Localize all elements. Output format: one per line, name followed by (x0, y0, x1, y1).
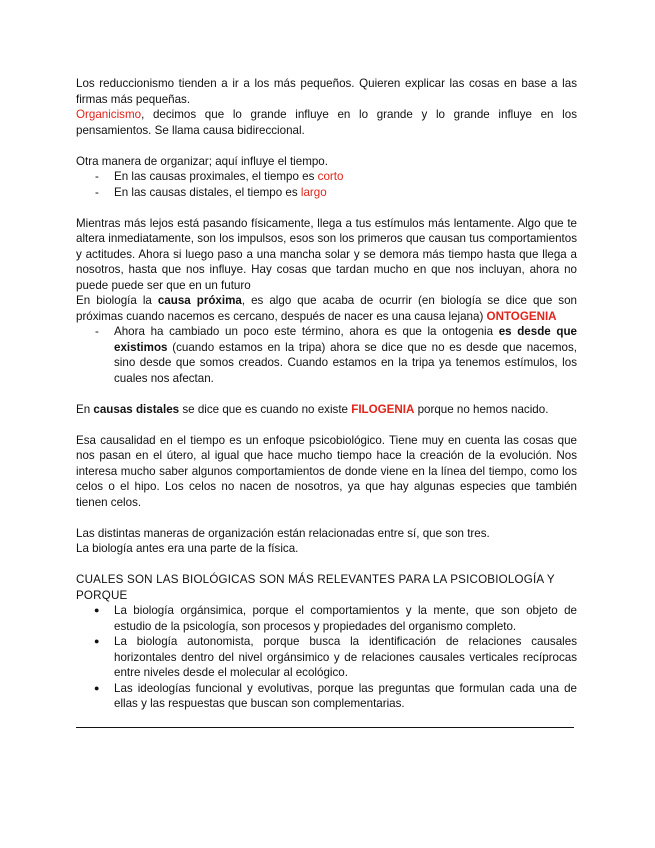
highlight-corto: corto (317, 170, 344, 183)
list-item: - Ahora ha cambiado un poco este término, ahora es que la ontogenia es desde que existimos (cuando estamos en la tripa) ahora se dice que no es desde que nacemos, sino desde que somos creados. Cuando estamos en la tripa ya tenemos estímulos, los cuales nos afectan. (76, 324, 577, 386)
organicismo-text: , decimos que lo grande influye en lo grande y lo grande influye en los pensamientos. Se llama causa bidireccional. (76, 108, 577, 137)
term-causa-proxima: causa próxima (157, 294, 242, 307)
document-body (76, 76, 577, 728)
paragraph-fisica: La biología antes era una parte de la física. (76, 542, 299, 555)
paragraph-causa-proxima: En biología la causa próxima, es algo que acaba de ocurrir (en biología se dice que son próximas cuando nacemos es cercano, después de nacer es una causa lejana) ONTOGENIA (76, 294, 577, 323)
paragraph-estimulos: Mientras más lejos está pasando físicamente, llega a tus estímulos más lentamente. Algo que te altera inmediatamente, son los impulsos, esos son los primeros que causan tus comportamientos y actitudes. Ahora si luego paso a una mancha solar y se demora más tiempo hasta que llega a nosotros, hasta que nos influye. Hay cosas que tardan mucho en que nos incluyan, ahora no puede puede ser que en un futuro (76, 216, 577, 292)
list-item: - En las causas proximales, el tiempo es corto (76, 169, 577, 185)
term-desde-que-existimos: es desde que existimos (114, 325, 577, 354)
list-item: ● La biología autonomista, porque busca la identificación de relaciones causales horizontales dentro del nivel orgánsimico y de relaciones causales verticales recíprocas entre niveles desde el molecular al ecológico. (76, 634, 577, 681)
term-ontogenia: ONTOGENIA (486, 309, 557, 323)
list-item: ● La biología orgánsimica, porque el comportamientos y la mente, que son objeto de estudio de la psicología, son procesos y propiedades del organismo completo. (76, 603, 577, 634)
paragraph-causas-distales: En causas distales se dice que es cuando no existe FILOGENIA porque no hemos nacido. (76, 402, 549, 416)
horizontal-divider (76, 727, 574, 728)
section-heading: CUALES SON LAS BIOLÓGICAS SON MÁS RELEVANTES PARA LA PSICOBIOLOGÍA Y PORQUE (76, 573, 555, 602)
term-causas-distales: causas distales (93, 402, 180, 416)
highlight-largo: largo (300, 185, 327, 199)
paragraph-organicismo (76, 107, 577, 138)
paragraph-tiempo-intro: Otra manera de organizar; aquí influye el tiempo. (76, 154, 328, 168)
list-item: - En las causas distales, el tiempo es largo (76, 185, 577, 201)
list-item: ● Las ideologías funcional y evolutivas, porque las preguntas que formulan cada una de ellas y las respuestas que buscan son complementarias. (76, 681, 577, 712)
biologias-list (76, 603, 577, 712)
paragraph-reduccionismo: Los reduccionismo tienden a ir a los más pequeños. Quieren explicar las cosas en base a las firmas más pequeñas. (76, 77, 577, 106)
paragraph-causalidad: Esa causalidad en el tiempo es un enfoque psicobiológico. Tiene muy en cuenta las cosas que nos pasan en el útero, al igual que hace mucho tiempo hace la creación de la evolución. Nos interesa mucho saber algunos comportamientos de donde viene en la línea del tiempo, como los celos o el hipo. Los celos no nacen de nosotros, ya que hay algunas especies que también tienen celos. (76, 433, 577, 509)
term-filogenia: FILOGENIA (351, 402, 415, 416)
ontogenia-list (76, 324, 577, 386)
term-organicismo: Organicismo (76, 108, 142, 121)
causas-list (76, 169, 577, 200)
paragraph-organizacion: Las distintas maneras de organización están relacionadas entre sí, que son tres. (76, 526, 490, 540)
